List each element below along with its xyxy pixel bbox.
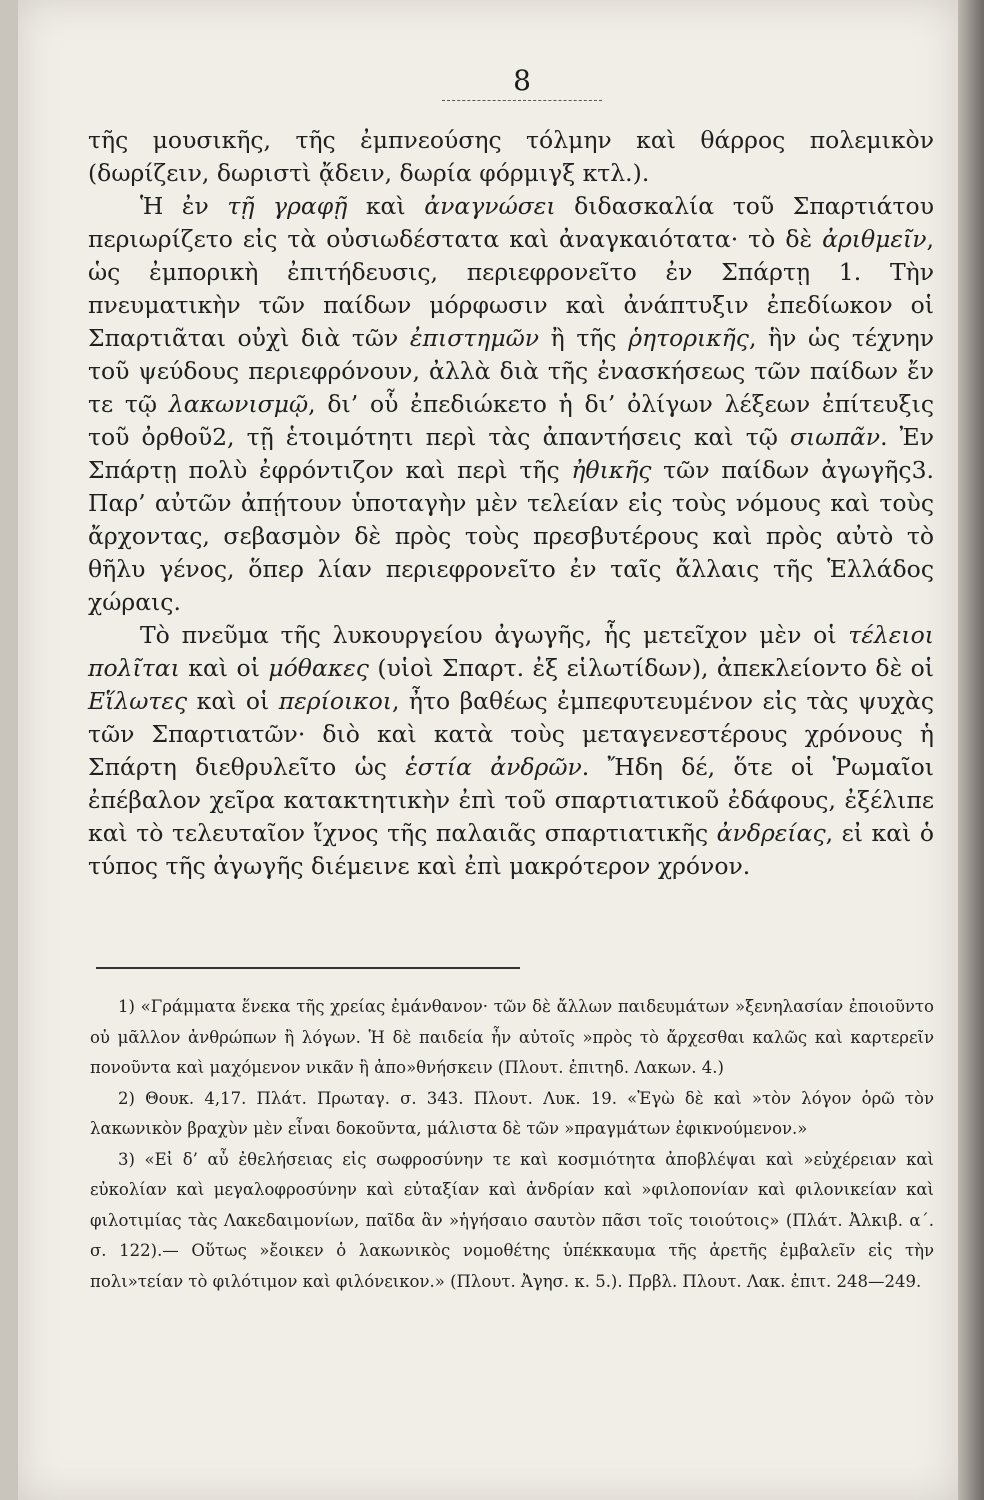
- italic-run: τέλειοι πολῖται: [88, 621, 934, 682]
- text-run: . Ἤδη δέ, ὅτε οἱ Ῥωμαῖοι ἐπέβαλον χεῖρα κατακτητικὴν ἐπὶ τοῦ σπαρτιατικοῦ ἐδάφους, ἐξέλιπε καὶ τὸ τελευταῖον ἴχνος τῆς παλαιᾶς σπαρτιατικῆς: [88, 753, 934, 847]
- body-paragraph: [88, 124, 934, 190]
- text-run: τῆς μουσικῆς, τῆς ἐμπνεούσης τόλμην καὶ θάρρος πολεμικὸν (δωρίζειν, δωριστὶ ᾄδειν, δωρία φόρμιγξ κτλ.).: [88, 126, 934, 187]
- text-run: , ἣν ὡς τέχνην τοῦ ψεύδους περιεφρόνουν, ἀλλὰ διὰ τῆς ἐνασκήσεως τῶν παίδων ἔν τε τῷ: [88, 324, 934, 418]
- body-text: [88, 124, 934, 883]
- italic-run: λακωνισμῷ: [168, 390, 309, 418]
- footnote-3: 3) «Εἰ δ’ αὖ ἐθελήσειας εἰς σωφροσύνην τε καὶ κοσμιότητα ἀποβλέψαι καὶ »εὐχέρειαν καὶ εὐκολίαν καὶ μεγαλοφροσύνην καὶ εὐταξίαν καὶ ἀνδρίαν καὶ »φιλοπονίαν καὶ φιλονικείαν καὶ φιλοτιμίας τὰς Λακεδαιμονίων, παῖδα ἂν »ἡγήσαιο σαυτὸν πᾶσι τοῖς τοιούτοις» (Πλάτ. Ἀλκιβ. α΄. σ. 122).— Οὕτως »ἔοικεν ὁ λακωνικὸς νομοθέτης ὑπέκκαυμα τῆς ἀρετῆς ἐμβαλεῖν εἰς τὴν πολι»τείαν τὸ φιλότιμον καὶ φιλόνεικον.» (Πλουτ. Ἀγησ. κ. 5.). Πρβλ. Πλουτ. Λακ. ἐπιτ. 248—249.: [90, 1149, 934, 1291]
- italic-run: μόθακες: [268, 654, 369, 682]
- italic-run: σιωπᾶν: [790, 423, 881, 451]
- italic-run: Εἵλωτες: [88, 687, 188, 715]
- text-run: , ὡς ἐμπορικὴ ἐπιτήδευσις, περιεφρονεῖτο ἐν Σπάρτῃ 1. Τὴν πνευματικὴν τῶν παίδων μόρφωσιν καὶ ἀνάπτυξιν ἐπεδίωκον οἱ Σπαρτιᾶται οὐχὶ διὰ τῶν: [88, 225, 934, 352]
- text-run: καὶ οἱ: [179, 654, 269, 682]
- italic-run: ἠθικῆς: [571, 456, 652, 484]
- italic-run: ἐπιστημῶν: [409, 324, 540, 352]
- page-number-rule: [442, 100, 602, 101]
- text-run: . Ἐν Σπάρτῃ πολὺ ἐφρόντιζον καὶ περὶ τῆς: [88, 423, 934, 484]
- italic-run: ἀριθμεῖν: [822, 225, 927, 253]
- text-run: Ἡ ἐν: [140, 192, 228, 220]
- italic-run: ἀνδρείας: [716, 819, 826, 847]
- text-run: , δι’ οὗ ἐπεδιώκετο ἡ δι’ ὀλίγων λέξεων ἐπίτευξις τοῦ ὀρθοῦ2, τῇ ἑτοιμότητι περὶ τὰς ἀπαντήσεις καὶ τῷ: [88, 390, 935, 451]
- body-paragraph: [88, 619, 934, 883]
- footnote-2: 2) Θουκ. 4,17. Πλάτ. Πρωταγ. σ. 343. Πλουτ. Λυκ. 19. «Ἐγὼ δὲ καὶ »τὸν λόγον ὁρῶ τὸν λακωνικὸν βραχὺν μὲν εἶναι δοκοῦντα, μάλιστα δὲ τῶν »πραγμάτων ἐφικνούμενον.»: [90, 1088, 934, 1138]
- italic-run: ἑστία ἀνδρῶν: [405, 753, 582, 781]
- text-run: (υἱοὶ Σπαρτ. ἐξ εἱλωτίδων), ἀπεκλείοντο δὲ οἱ: [368, 654, 934, 682]
- page-number: 8: [513, 64, 531, 97]
- body-paragraph: [88, 190, 934, 619]
- italic-run: τῇ γραφῇ: [227, 192, 348, 220]
- text-run: καὶ οἱ: [187, 687, 279, 715]
- text-run: διδασκαλία τοῦ Σπαρτιάτου περιωρίζετο εἰς τὰ οὐσιωδέστατα καὶ ἀναγκαιότατα· τὸ δὲ: [88, 192, 934, 253]
- text-run: ἢ τῆς: [539, 324, 629, 352]
- text-run: , εἰ καὶ ὁ τύπος τῆς ἀγωγῆς διέμεινε καὶ ἐπὶ μακρότερον χρόνον.: [88, 819, 934, 880]
- text-run: τῶν παίδων ἀγωγῆς3. Παρ’ αὐτῶν ἀπῄτουν ὑποταγὴν μὲν τελείαν εἰς τοὺς νόμους καὶ τοὺς ἄρχοντας, σεβασμὸν δὲ πρὸς τοὺς πρεσβυτέρους καὶ πρὸς αὐτὸ τὸ θῆλυ γένος, ὅπερ λίαν περιεφρονεῖτο ἐν ταῖς ἄλλαις τῆς Ἑλλάδος χώραις.: [88, 456, 934, 616]
- footnote-separator: [96, 967, 520, 969]
- italic-run: περίοικοι: [278, 687, 392, 715]
- italic-run: ἀναγνώσει: [424, 192, 556, 220]
- text-run: , ἦτο βαθέως ἐμπεφυτευμένον εἰς τὰς ψυχὰς τῶν Σπαρτιατῶν· διὸ καὶ κατὰ τοὺς μεταγενεστέρους χρόνους ἡ Σπάρτη διεθρυλεῖτο ὡς: [88, 687, 934, 781]
- footnotes: [90, 992, 934, 1297]
- text-run: Τὸ πνεῦμα τῆς λυκουργείου ἀγωγῆς, ἧς μετεῖχον μὲν οἱ: [140, 621, 849, 649]
- page-edge-shadow: [958, 0, 984, 1500]
- italic-run: ῥητορικῆς: [628, 324, 749, 352]
- footnote-1: 1) «Γράμματα ἕνεκα τῆς χρείας ἐμάνθανον· τῶν δὲ ἄλλων παιδευμάτων »ξενηλασίαν ἐποιοῦντο οὐ μᾶλλον ἀνθρώπων ἢ λόγων. Ἡ δὲ παιδεία ἦν αὐτοῖς »πρὸς τὸ ἄρχεσθαι καλῶς καὶ καρτερεῖν πονοῦντα καὶ μαχόμενον νικᾶν ἢ ἀπο»θνήσκειν (Πλουτ. ἐπιτηδ. Λακων. 4.): [90, 997, 934, 1077]
- text-run: καὶ: [347, 192, 425, 220]
